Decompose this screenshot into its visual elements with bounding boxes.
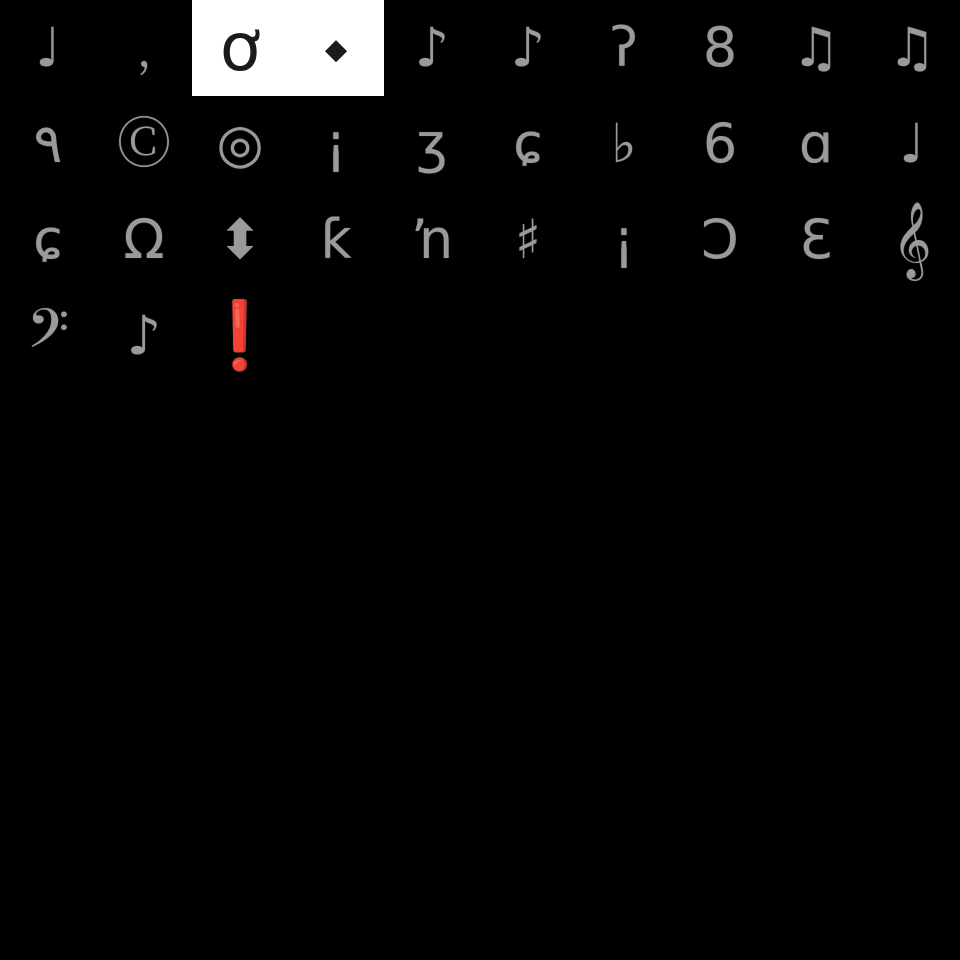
music-glyph-treble-clef-glyph: 𝄞 <box>892 201 932 278</box>
music-glyph-letter-k-note-glyph: ƙ <box>320 208 352 271</box>
music-glyph-stem-dot[interactable] <box>288 96 384 192</box>
music-glyph-treble-tail[interactable] <box>192 0 288 96</box>
music-glyph-beamed-notes-wide-glyph: ♫ <box>887 16 937 79</box>
music-glyph-question-hook-glyph: ʔ <box>610 16 638 79</box>
music-glyph-arrow-down-note-glyph: ⬍ <box>217 208 263 271</box>
music-glyph-beamed-notes[interactable] <box>768 0 864 96</box>
music-glyph-comma-mark-glyph: ﹐ <box>117 16 171 79</box>
music-glyph-spiral-target-glyph: ◎ <box>216 112 264 175</box>
music-glyph-tilde-box-glyph: ŉ <box>410 208 454 271</box>
music-glyph-eighth-note-glyph: ♪ <box>414 16 450 79</box>
music-glyph-eighth-note-solid-glyph: ♪ <box>126 304 162 367</box>
music-glyph-figure-eight-glyph: 8 <box>702 16 738 79</box>
music-glyph-letter-k-note[interactable] <box>288 192 384 288</box>
music-glyph-stem-double-dot-glyph: ¡ <box>613 208 635 271</box>
music-glyph-spiral-target[interactable] <box>192 96 288 192</box>
music-glyph-spiral-c[interactable] <box>96 96 192 192</box>
music-glyph-tilde-box[interactable] <box>384 192 480 288</box>
music-glyph-comma-mark[interactable] <box>96 0 192 96</box>
music-glyph-double-eye[interactable] <box>768 96 864 192</box>
music-glyph-comma-note[interactable] <box>0 192 96 288</box>
music-glyph-spiral-omega[interactable] <box>96 192 192 288</box>
music-glyph-treble-clef[interactable] <box>864 192 960 288</box>
music-glyph-numeral-nine[interactable] <box>0 96 96 192</box>
music-glyph-comma-note-glyph: ɕ <box>33 208 63 271</box>
music-glyph-flat-sign[interactable] <box>576 96 672 192</box>
music-glyph-eighth-note-alt[interactable] <box>480 0 576 96</box>
music-glyph-exclamation-mark-glyph: ❗ <box>198 297 282 374</box>
music-glyph-numeral-nine-glyph: ٩ <box>33 112 63 175</box>
music-glyph-quarter-note-stem-glyph: ♩ <box>899 112 925 175</box>
music-glyph-stem-double-dot[interactable] <box>576 192 672 288</box>
music-glyph-double-curl[interactable] <box>480 96 576 192</box>
music-glyph-eighth-note-alt-glyph: ♪ <box>510 16 546 79</box>
music-glyph-diamond-note-glyph: ⬩ <box>324 9 348 86</box>
music-glyph-eighth-note-solid[interactable] <box>96 288 192 384</box>
music-glyph-quarter-note[interactable] <box>0 0 96 96</box>
music-glyph-arrow-down-note[interactable] <box>192 192 288 288</box>
music-glyph-eighth-note[interactable] <box>384 0 480 96</box>
music-glyph-stem-dot-glyph: ¡ <box>325 112 347 175</box>
music-glyph-quarter-note-glyph: ♩ <box>35 16 61 79</box>
music-glyph-double-curl-glyph: ɕ <box>513 112 543 175</box>
music-glyph-numeral-three-mirror[interactable] <box>768 192 864 288</box>
music-glyph-figure-eight[interactable] <box>672 0 768 96</box>
music-glyph-curl-flag-glyph: ʒ <box>416 112 448 175</box>
music-glyph-question-hook[interactable] <box>576 0 672 96</box>
music-glyph-diamond-note[interactable] <box>288 0 384 96</box>
music-glyph-spiral-c-glyph: Ⓒ <box>117 112 171 175</box>
music-glyph-treble-tail-glyph: ơ <box>219 9 261 86</box>
music-glyph-beamed-notes-wide[interactable] <box>864 0 960 96</box>
music-glyph-bass-clef-glyph: 𝄢 <box>26 297 70 374</box>
music-glyph-common-time[interactable] <box>672 192 768 288</box>
music-glyph-quarter-note-stem[interactable] <box>864 96 960 192</box>
music-glyph-curl-flag[interactable] <box>384 96 480 192</box>
music-glyph-common-time-glyph: Ɔ <box>701 208 739 271</box>
music-glyph-spiral-omega-glyph: Ω <box>123 208 165 271</box>
music-glyph-double-eye-glyph: ɑ <box>798 112 834 175</box>
music-glyph-sharp-sign[interactable] <box>480 192 576 288</box>
music-glyph-numeral-three-mirror-glyph: Ɛ <box>799 208 833 271</box>
music-glyph-beamed-notes-glyph: ♫ <box>791 16 841 79</box>
music-glyph-numeral-six-glyph: 6 <box>702 112 738 175</box>
music-glyph-numeral-six[interactable] <box>672 96 768 192</box>
music-glyph-sharp-sign-glyph: ♯ <box>514 208 542 271</box>
music-glyph-exclamation-mark[interactable] <box>192 288 288 384</box>
music-glyph-bass-clef[interactable] <box>0 288 96 384</box>
music-glyph-flat-sign-glyph: ♭ <box>611 112 637 175</box>
